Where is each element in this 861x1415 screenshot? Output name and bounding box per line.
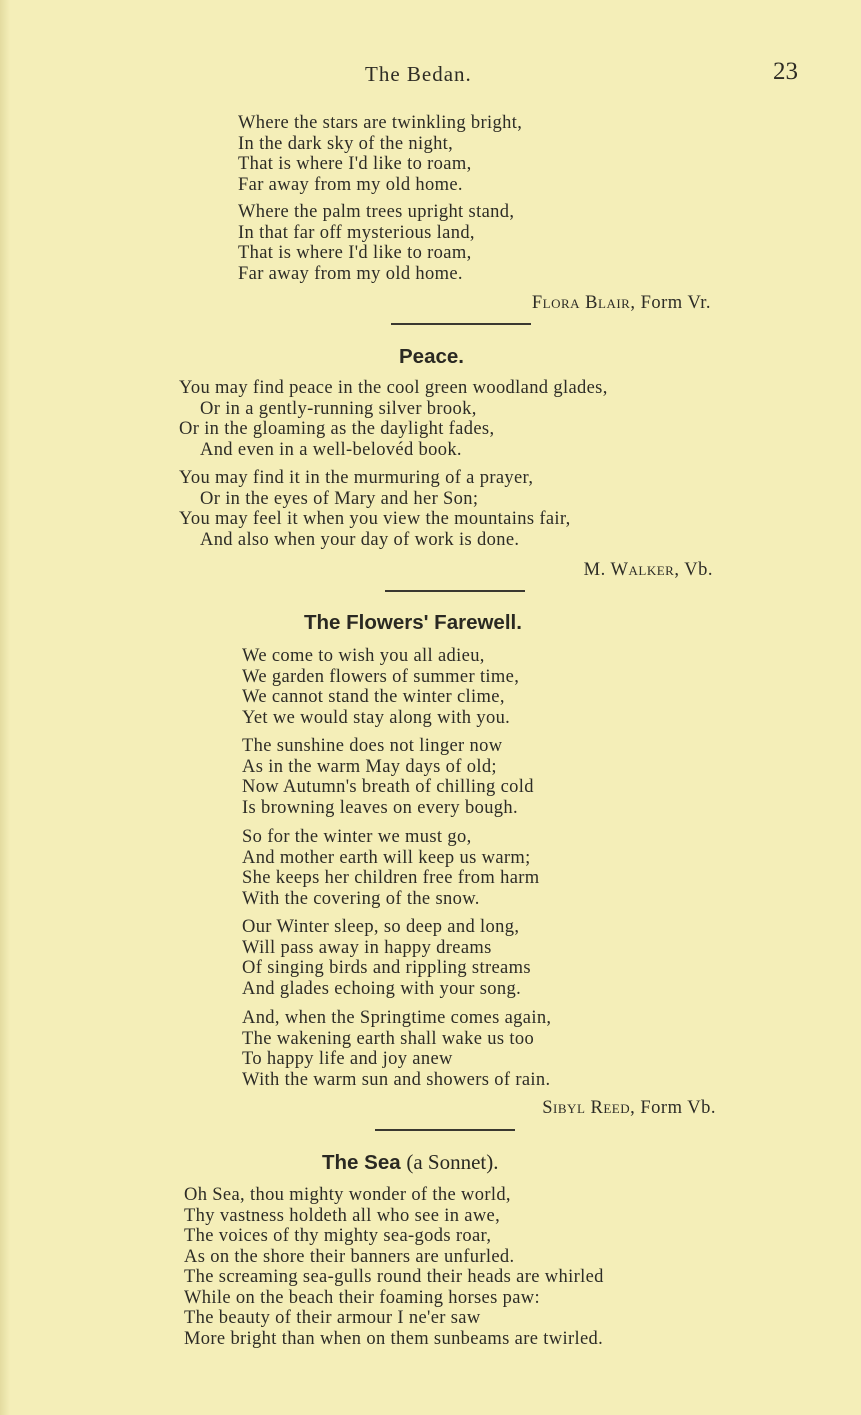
page-edge: [0, 0, 10, 1415]
poem-line: As on the shore their banners are unfurled.: [184, 1246, 515, 1267]
poem-line: Yet we would stay along with you.: [242, 707, 511, 728]
poem-line: The beauty of their armour I ne'er saw: [184, 1308, 481, 1328]
poem3-stanza-1: [242, 646, 519, 728]
section-divider: [375, 1129, 515, 1131]
poem2-title: Peace.: [399, 345, 464, 368]
poem-line: And even in a well-belovéd book.: [200, 439, 462, 460]
poem-line: We come to wish you all adieu,: [242, 646, 485, 666]
poem-line: Now Autumn's breath of chilling cold: [242, 777, 534, 797]
poem4-subtitle: (a Sonnet).: [406, 1150, 499, 1174]
poem4-stanza-1: [184, 1185, 604, 1349]
author-name: Sibyl Reed,: [542, 1098, 636, 1118]
poem-line: Of singing birds and rippling streams: [242, 958, 531, 978]
poem-line: Our Winter sleep, so deep and long,: [242, 917, 520, 937]
poem-line: And mother earth will keep us warm;: [242, 847, 531, 868]
poem-line: As in the warm May days of old;: [242, 756, 497, 777]
poem-line: Or in the eyes of Mary and her Son;: [200, 488, 479, 509]
poem-line: With the covering of the snow.: [242, 888, 480, 909]
poem-line: We garden flowers of summer time,: [242, 666, 520, 687]
poem-line: More bright than when on them sunbeams are twirled.: [184, 1328, 604, 1349]
poem-line: You may feel it when you view the mountains fair,: [179, 509, 571, 529]
poem-line: And, when the Springtime comes again,: [242, 1008, 552, 1028]
author-form: Vb.: [684, 560, 713, 580]
poem-line: She keeps her children free from harm: [242, 868, 540, 888]
poem-line: We cannot stand the winter clime,: [242, 687, 505, 707]
poem-line: Far away from my old home.: [238, 263, 463, 284]
poem-line: The voices of thy mighty sea-gods roar,: [184, 1226, 492, 1246]
poem2-attribution: [584, 560, 713, 581]
running-title: The Bedan.: [365, 62, 472, 86]
poem4-title: [322, 1150, 498, 1175]
poem1-stanza-2: [238, 202, 514, 284]
poem-line: And also when your day of work is done.: [200, 529, 520, 550]
poem-line: In the dark sky of the night,: [238, 133, 454, 154]
poem-line: Where the stars are twinkling bright,: [238, 113, 523, 133]
poem3-stanza-5: [242, 1008, 551, 1090]
poem-line: So for the winter we must go,: [242, 827, 472, 847]
section-divider: [385, 590, 525, 592]
poem1-stanza-1: [238, 113, 522, 195]
poem-line: The sunshine does not linger now: [242, 736, 503, 756]
running-head: [0, 56, 861, 90]
poem2-stanza-1: [179, 378, 608, 460]
poem-line: Is browning leaves on every bough.: [242, 797, 518, 818]
author-form: Form Vb.: [640, 1098, 716, 1118]
poem-line: Far away from my old home.: [238, 174, 463, 195]
poem-line: The wakening earth shall wake us too: [242, 1028, 535, 1049]
poem-line: Will pass away in happy dreams: [242, 937, 492, 958]
poem-line: You may find it in the murmuring of a prayer,: [179, 468, 534, 488]
poem-line: And glades echoing with your song.: [242, 978, 522, 999]
poem3-stanza-4: [242, 917, 531, 999]
author-form: Form Vr.: [640, 293, 711, 313]
poem-line: That is where I'd like to roam,: [238, 154, 472, 174]
poem-line: Or in a gently-running silver brook,: [200, 398, 477, 419]
section-divider: [391, 323, 531, 325]
poem-line: Thy vastness holdeth all who see in awe,: [184, 1205, 501, 1226]
poem4-title-main: The Sea: [322, 1151, 401, 1174]
poem-line: With the warm sun and showers of rain.: [242, 1069, 551, 1090]
poem-line: Oh Sea, thou mighty wonder of the world,: [184, 1185, 511, 1205]
poem-line: That is where I'd like to roam,: [238, 243, 472, 263]
author-name: Flora Blair,: [531, 293, 636, 313]
poem2-stanza-2: [179, 468, 571, 550]
poem3-stanza-2: [242, 736, 534, 818]
poem-line: Or in the gloaming as the daylight fades,: [179, 419, 495, 439]
poem-line: The screaming sea-gulls round their heads are whirled: [184, 1267, 604, 1287]
poem-line: Where the palm trees upright stand,: [238, 202, 515, 222]
poem3-attribution: [542, 1098, 716, 1119]
poem-line: In that far off mysterious land,: [238, 222, 475, 243]
page-number: 23: [773, 58, 798, 85]
poem-line: You may find peace in the cool green woodland glades,: [179, 378, 608, 398]
poem3-title: The Flowers' Farewell.: [304, 611, 522, 634]
author-name: M. Walker,: [583, 560, 680, 580]
poem1-attribution: [532, 293, 711, 314]
poem3-stanza-3: [242, 827, 540, 909]
poem-line: To happy life and joy anew: [242, 1049, 453, 1069]
poem-line: While on the beach their foaming horses paw:: [184, 1287, 540, 1308]
